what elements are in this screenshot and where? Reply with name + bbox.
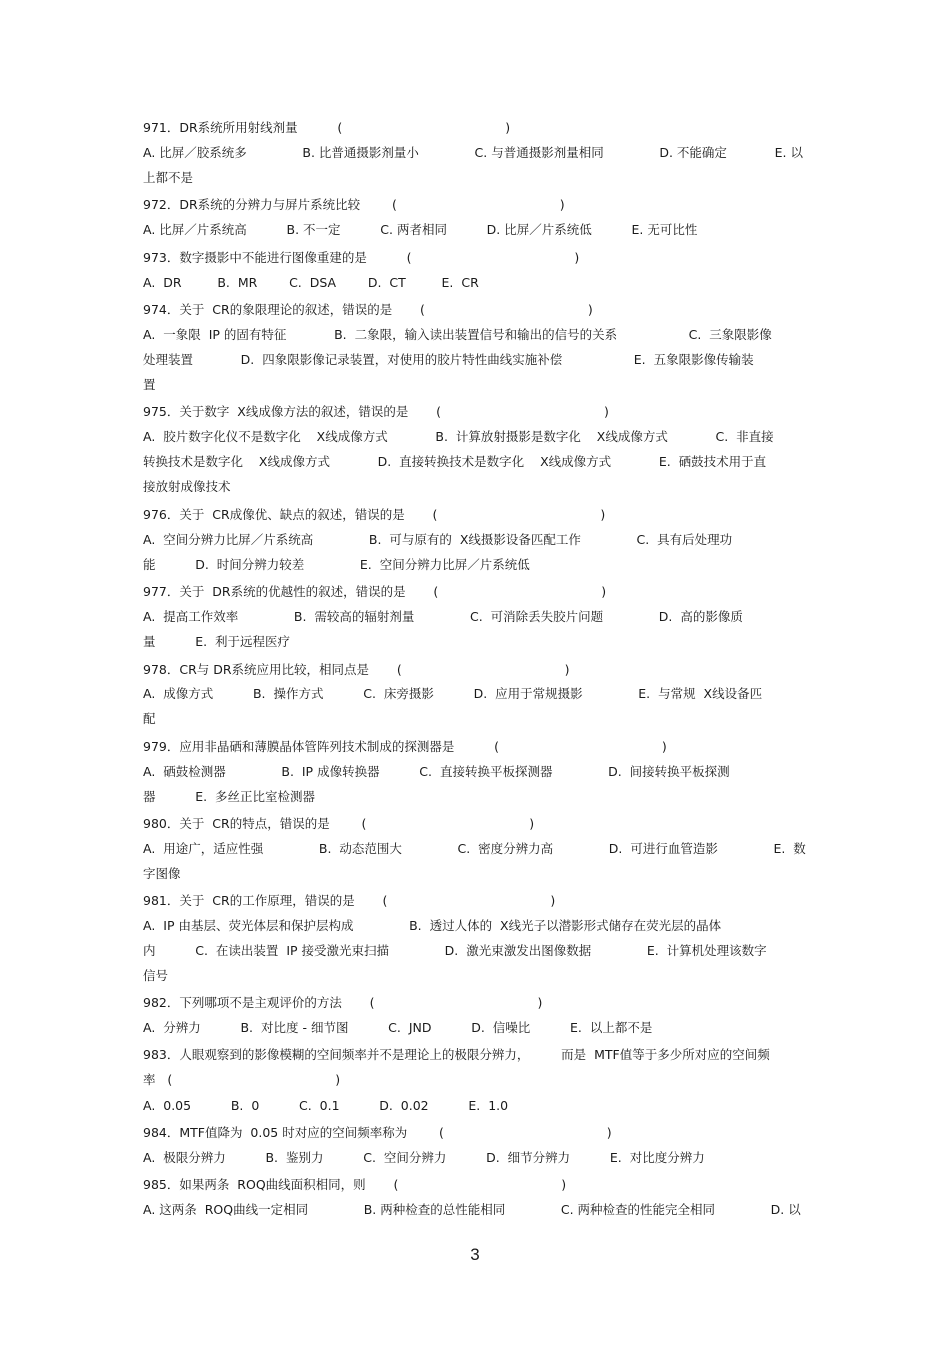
options-977-cont: 量 E. 利于远程医疗 [143, 634, 291, 649]
question-972: 972．DR系统的分辨力与屏片系统比较 ( ) [143, 197, 565, 212]
options-980: A. 用途广，适应性强 B. 动态范围大 C. 密度分辨力高 D. 可进行血管造影 E. 数 [143, 841, 806, 856]
question-976: 976．关于 CR成像优、缺点的叙述，错误的是 ( ) [143, 507, 606, 522]
options-982: A. 分辨力 B. 对比度 - 细节图 C. JND D. 信噪比 E. 以上都不是 [143, 1020, 653, 1035]
options-985: A. 这两条 ROQ曲线一定相同 B. 两种检查的总性能相同 C. 两种检查的性能完全相同 D. 以 [143, 1202, 801, 1217]
options-971: A. 比屏／胶系统多 B. 比普通摄影剂量小 C. 与普通摄影剂量相同 D. 不能确定 E. 以 [143, 145, 803, 160]
options-980-cont: 字图像 [143, 866, 181, 881]
options-973: A. DR B. MR C. DSA D. CT E. CR [143, 275, 479, 290]
options-974-cont2: 置 [143, 377, 156, 392]
question-984: 984．MTF值降为 0.05 时对应的空间频率称为 ( ) [143, 1125, 612, 1140]
question-983-cont: 率 ( ) [143, 1072, 341, 1087]
question-971: 971．DR系统所用射线剂量 ( ) [143, 120, 511, 135]
page-number: 3 [470, 1245, 480, 1264]
question-981: 981．关于 CR的工作原理，错误的是 ( ) [143, 893, 556, 908]
options-979-cont: 器 E. 多丝正比室检测器 [143, 789, 316, 804]
options-983: A. 0.05 B. 0 C. 0.1 D. 0.02 E. 1.0 [143, 1098, 509, 1113]
options-971-cont: 上都不是 [143, 170, 194, 185]
options-984: A. 极限分辨力 B. 鉴别力 C. 空间分辨力 D. 细节分辨力 E. 对比度分辨力 [143, 1150, 705, 1165]
question-983: 983．人眼观察到的影像模糊的空间频率并不是理论上的极限分辨力， 而是 MTF值等于多少所对应的空间频 [143, 1047, 770, 1062]
options-972: A. 比屏／片系统高 B. 不一定 C. 两者相同 D. 比屏／片系统低 E. 无可比性 [143, 222, 698, 237]
options-974-cont: 处理装置 D. 四象限影像记录装置，对使用的胶片特性曲线实施补偿 E. 五象限影像传输装 [143, 352, 754, 367]
options-976: A. 空间分辨力比屏／片系统高 B. 可与原有的 X线摄影设备匹配工作 C. 具有后处理功 [143, 532, 733, 547]
question-982: 982．下列哪项不是主观评价的方法 ( ) [143, 995, 543, 1010]
options-976-cont: 能 D. 时间分辨力较差 E. 空间分辨力比屏／片系统低 [143, 557, 530, 572]
options-977: A. 提高工作效率 B. 需较高的辐射剂量 C. 可消除丢失胶片问题 D. 高的影像质 [143, 609, 743, 624]
question-974: 974．关于 CR的象限理论的叙述，错误的是 ( ) [143, 302, 593, 317]
options-981-cont: 内 C. 在读出装置 IP 接受激光束扫描 D. 激光束激发出图像数据 E. 计算机处理该数字 [143, 943, 767, 958]
options-974: A. 一象限 IP 的固有特征 B. 二象限，输入读出装置信号和输出的信号的关系 C. 三象限影像 [143, 327, 772, 342]
options-979: A. 硒鼓检测器 B. IP 成像转换器 C. 直接转换平板探测器 D. 间接转换平板探测 [143, 764, 730, 779]
options-975-cont2: 接放射成像技术 [143, 479, 231, 494]
question-978: 978．CR与 DR系统应用比较，相同点是 ( ) [143, 662, 570, 677]
options-975-cont: 转换技术是数字化 X线成像方式 D. 直接转换技术是数字化 X线成像方式 E. 硒鼓技术用于直 [143, 454, 767, 469]
question-985: 985．如果两条 ROQ曲线面积相同，则 ( ) [143, 1177, 567, 1192]
options-978: A. 成像方式 B. 操作方式 C. 床旁摄影 D. 应用于常规摄影 E. 与常规 X线设备匹 [143, 686, 763, 701]
options-978-cont: 配 [143, 711, 156, 726]
question-980: 980．关于 CR的特点，错误的是 ( ) [143, 816, 535, 831]
question-977: 977．关于 DR系统的优越性的叙述，错误的是 ( ) [143, 584, 607, 599]
question-979: 979．应用非晶硒和薄膜晶体管阵列技术制成的探测器是 ( ) [143, 739, 667, 754]
options-981: A. IP 由基层、荧光体层和保护层构成 B. 透过人体的 X线光子以潜影形式储存在荧光层的晶体 [143, 918, 722, 933]
options-981-cont2: 信号 [143, 968, 169, 983]
question-973: 973．数字摄影中不能进行图像重建的是 ( ) [143, 250, 580, 265]
question-975: 975．关于数字 X线成像方法的叙述，错误的是 ( ) [143, 404, 609, 419]
options-975: A. 胶片数字化仪不是数字化 X线成像方式 B. 计算放射摄影是数字化 X线成像方式 C. 非直接 [143, 429, 774, 444]
